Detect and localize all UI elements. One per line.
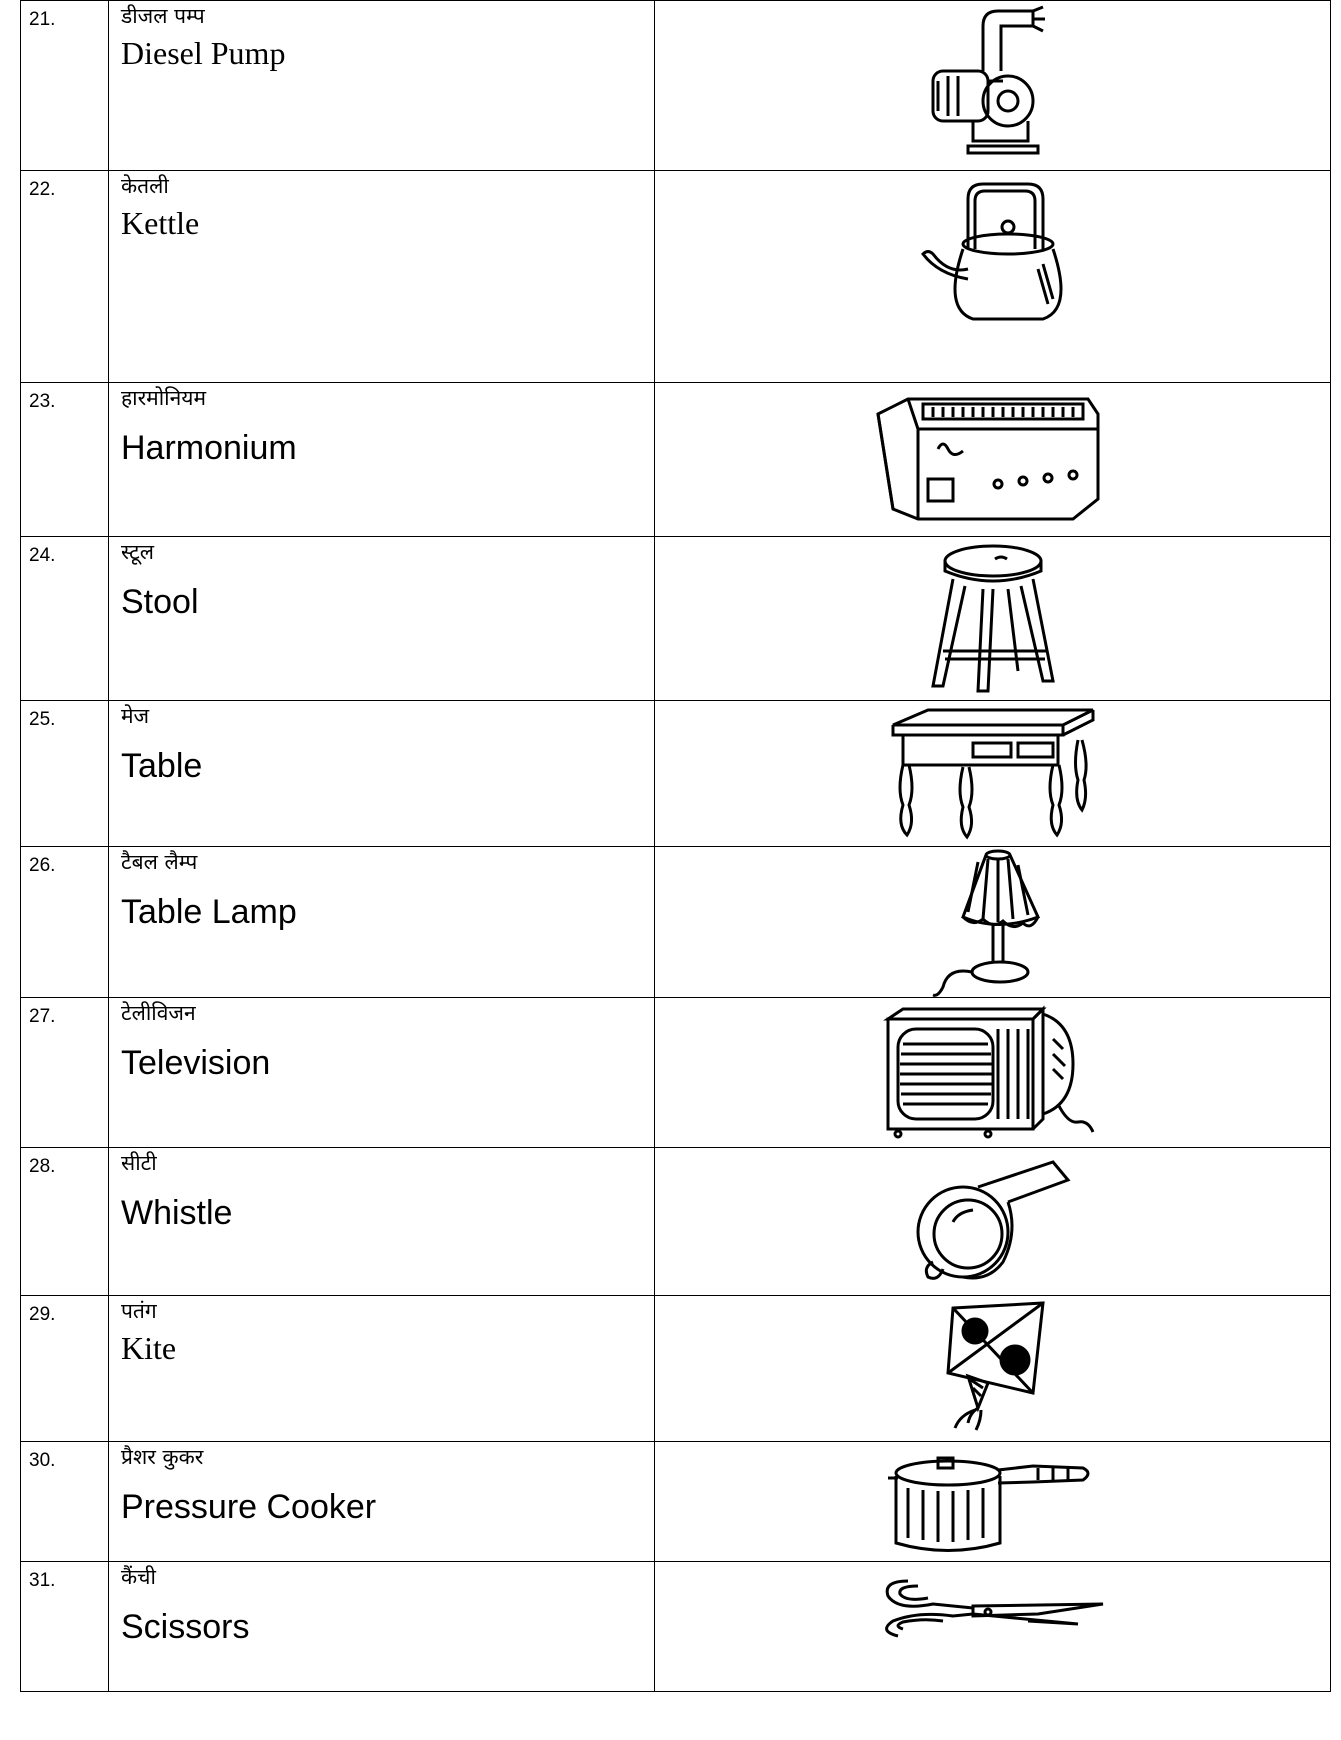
table-row [21, 537, 1331, 701]
hindi-label: कैंची [121, 1565, 156, 1589]
table-row [21, 847, 1331, 998]
whistle-icon [908, 1152, 1078, 1292]
table-row [21, 171, 1331, 383]
label-cell [109, 1296, 655, 1442]
table-row [21, 1, 1331, 171]
hindi-label: स्टूल [121, 540, 154, 564]
label-cell [109, 1, 655, 171]
picture-cell [655, 171, 1331, 383]
row-number: 27. [21, 998, 109, 1148]
english-label: Television [121, 1044, 271, 1082]
picture-cell [655, 847, 1331, 998]
picture-cell [655, 701, 1331, 847]
row-number: 28. [21, 1148, 109, 1296]
hindi-label: डीजल पम्प [121, 4, 205, 28]
row-number: 22. [21, 171, 109, 383]
picture-cell [655, 1296, 1331, 1442]
row-number: 26. [21, 847, 109, 998]
table-row [21, 998, 1331, 1148]
table-row [21, 1562, 1331, 1692]
scissors-icon [878, 1566, 1108, 1656]
english-label: Scissors [121, 1608, 250, 1646]
hindi-label: टैबल लैम्प [121, 850, 198, 874]
television-icon [883, 1004, 1103, 1144]
label-cell [109, 847, 655, 998]
row-number: 24. [21, 537, 109, 701]
label-cell [109, 1148, 655, 1296]
hindi-label: हारमोनियम [121, 386, 207, 410]
picture-cell [655, 1, 1331, 171]
hindi-label: मेज [121, 704, 150, 728]
english-label: Kettle [121, 205, 200, 241]
row-number: 21. [21, 1, 109, 171]
english-label: Pressure Cooker [121, 1488, 377, 1526]
harmonium-icon [868, 389, 1118, 529]
pressure-cooker-icon [888, 1448, 1098, 1558]
english-label: Table Lamp [121, 893, 297, 931]
label-cell [109, 383, 655, 537]
english-label: Harmonium [121, 429, 297, 467]
row-number: 29. [21, 1296, 109, 1442]
english-label: Whistle [121, 1194, 233, 1232]
picture-cell [655, 537, 1331, 701]
hindi-label: टेलीविजन [121, 1001, 196, 1025]
vocabulary-table [20, 0, 1331, 1692]
picture-cell [655, 998, 1331, 1148]
label-cell [109, 537, 655, 701]
hindi-label: केतली [121, 174, 169, 198]
kite-icon [933, 1298, 1053, 1438]
table-row [21, 1296, 1331, 1442]
hindi-label: प्रैशर कुकर [121, 1445, 204, 1469]
label-cell [109, 1562, 655, 1692]
row-number: 31. [21, 1562, 109, 1692]
english-label: Diesel Pump [121, 35, 286, 71]
table-row [21, 1442, 1331, 1562]
table-row [21, 383, 1331, 537]
table-icon [888, 705, 1098, 845]
diesel-pump-icon [913, 1, 1073, 161]
row-number: 23. [21, 383, 109, 537]
row-number: 25. [21, 701, 109, 847]
picture-cell [655, 1148, 1331, 1296]
label-cell [109, 1442, 655, 1562]
english-label: Kite [121, 1330, 177, 1366]
table-row [21, 701, 1331, 847]
picture-cell [655, 383, 1331, 537]
label-cell [109, 701, 655, 847]
kettle-icon [913, 179, 1073, 329]
english-label: Table [121, 747, 203, 785]
picture-cell [655, 1442, 1331, 1562]
stool-icon [923, 541, 1063, 696]
hindi-label: पतंग [121, 1299, 157, 1323]
table-row [21, 1148, 1331, 1296]
label-cell [109, 171, 655, 383]
row-number: 30. [21, 1442, 109, 1562]
english-label: Stool [121, 583, 199, 621]
hindi-label: सीटी [121, 1151, 157, 1175]
picture-cell [655, 1562, 1331, 1692]
table-lamp-icon [928, 847, 1058, 997]
label-cell [109, 998, 655, 1148]
